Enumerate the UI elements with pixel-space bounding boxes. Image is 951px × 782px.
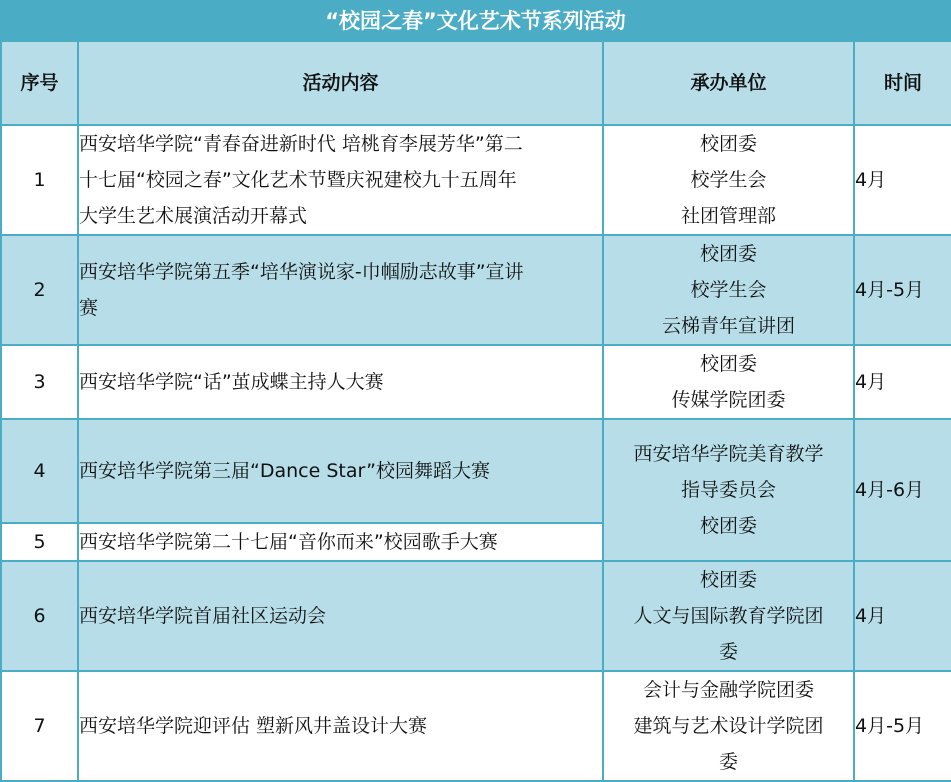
org-line: 委	[718, 751, 738, 773]
row-num: 1	[1, 125, 78, 235]
table-row	[1, 671, 951, 781]
row-content	[78, 235, 603, 345]
org-line: 校团委	[699, 243, 757, 265]
table-row	[1, 125, 951, 235]
row-num: 2	[1, 235, 78, 345]
header-time: 时间	[854, 41, 951, 125]
content-line: 西安培华学院第五季“培华演说家-巾帼励志故事”宣讲	[79, 261, 524, 283]
row-content	[78, 125, 603, 235]
org-line: 委	[718, 641, 738, 663]
org-line: 校团委	[699, 133, 757, 155]
org-line: 指导委员会	[680, 479, 776, 501]
header-content: 活动内容	[78, 41, 603, 125]
content-line: 大学生艺术展演活动开幕式	[79, 205, 308, 227]
org-line: 校团委	[699, 515, 757, 537]
row-time: 4月-6月	[854, 419, 951, 561]
row-org	[603, 125, 854, 235]
org-line: 校学生会	[690, 279, 767, 301]
org-line: 建筑与艺术设计学院团	[633, 715, 824, 737]
row-time: 4月	[854, 125, 951, 235]
row-content	[78, 671, 603, 781]
content-line: 赛	[79, 297, 99, 319]
row-time: 4月	[854, 561, 951, 671]
row-num: 6	[1, 561, 78, 671]
content-line: 西安培华学院第二十七届“音你而来”校园歌手大赛	[79, 531, 498, 553]
org-line: 校团委	[699, 353, 757, 375]
row-content	[78, 345, 603, 419]
org-line: 云梯青年宣讲团	[661, 315, 795, 337]
org-line: 校学生会	[690, 169, 767, 191]
row-content	[78, 419, 603, 523]
row-org	[603, 235, 854, 345]
row-org	[603, 419, 854, 561]
row-org	[603, 671, 854, 781]
row-time: 4月-5月	[854, 235, 951, 345]
org-line: 社团管理部	[680, 205, 776, 227]
row-num: 7	[1, 671, 78, 781]
row-time: 4月	[854, 345, 951, 419]
table-row	[1, 419, 951, 523]
org-line: 校团委	[699, 569, 757, 591]
events-table	[0, 40, 951, 782]
org-line: 西安培华学院美育教学	[633, 443, 824, 465]
row-time: 4月-5月	[854, 671, 951, 781]
table-row	[1, 235, 951, 345]
content-line: 西安培华学院“青春奋进新时代 培桃育李展芳华”第二	[79, 133, 523, 155]
table-title: “校园之春”文化艺术节系列活动	[0, 0, 951, 40]
org-line: 传媒学院团委	[671, 389, 786, 411]
content-line: 西安培华学院迎评估 塑新风井盖设计大赛	[79, 715, 428, 737]
row-num: 3	[1, 345, 78, 419]
header-org: 承办单位	[603, 41, 854, 125]
content-line: 西安培华学院首届社区运动会	[79, 605, 327, 627]
row-content	[78, 561, 603, 671]
row-org	[603, 561, 854, 671]
table-row	[1, 561, 951, 671]
table-row	[1, 345, 951, 419]
row-num: 4	[1, 419, 78, 523]
row-org	[603, 345, 854, 419]
content-line: 十七届“校园之春”文化艺术节暨庆祝建校九十五周年	[79, 169, 517, 191]
row-content	[78, 523, 603, 561]
org-line: 会计与金融学院团委	[642, 679, 814, 701]
row-num: 5	[1, 523, 78, 561]
header-row	[1, 41, 951, 125]
content-line: 西安培华学院第三届“Dance Star”校园舞蹈大赛	[79, 460, 490, 482]
header-num: 序号	[1, 41, 78, 125]
org-line: 人文与国际教育学院团	[633, 605, 824, 627]
content-line: 西安培华学院“话”茧成蝶主持人大赛	[79, 371, 384, 393]
